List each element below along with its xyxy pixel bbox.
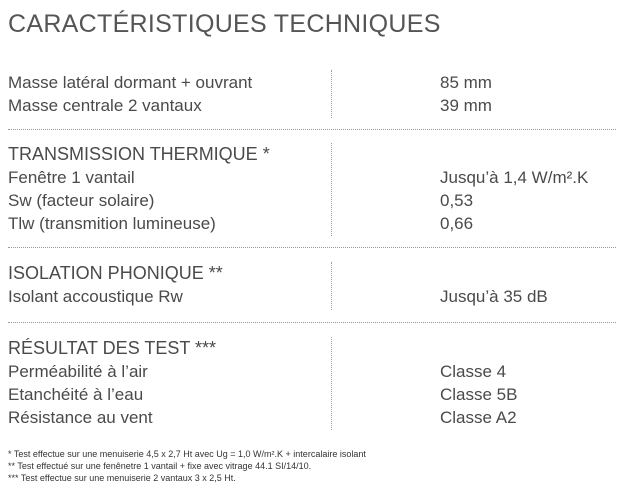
spec-label: Etanchéité à l’eau: [8, 385, 144, 404]
section-heading: [8, 337, 616, 360]
spec-row: [8, 406, 616, 429]
section-divider: [8, 322, 616, 323]
spec-label: Tlw (transmition lumineuse): [8, 214, 216, 233]
spec-value: 85 mm: [440, 73, 492, 92]
spec-label: Masse latéral dormant + ouvrant: [8, 73, 253, 92]
section-heading-text: RÉSULTAT DES TEST ***: [8, 338, 217, 358]
spec-label: Isolant accoustique Rw: [8, 287, 183, 306]
section-heading-text: ISOLATION PHONIQUE **: [8, 263, 223, 283]
spec-row: [8, 285, 616, 308]
footnote: * Test effectue sur une menuiserie 4,5 x 2,7 Ht avec Ug = 1,0 W/m².K + intercalaire isolant: [8, 449, 366, 459]
section-acoustic: [8, 262, 616, 308]
section-heading-text: TRANSMISSION THERMIQUE *: [8, 144, 270, 164]
spec-row: [8, 71, 616, 94]
spec-row: [8, 189, 616, 212]
spec-value: Jusqu’à 35 dB: [440, 287, 548, 306]
section-heading: [8, 143, 616, 166]
section-masses: [8, 71, 616, 117]
spec-value: 0,66: [440, 214, 474, 233]
section-heading: [8, 262, 616, 285]
spec-label: Perméabilité à l’air: [8, 362, 148, 381]
spec-label: Fenêtre 1 vantail: [8, 168, 135, 187]
spec-label: Masse centrale 2 vantaux: [8, 96, 202, 115]
spec-row: [8, 166, 616, 189]
section-divider: [8, 247, 616, 248]
spec-row: [8, 383, 616, 406]
spec-row: [8, 360, 616, 383]
spec-value: Jusqu’à 1,4 W/m².K: [440, 168, 589, 187]
footnote: *** Test effectue sur une menuiserie 2 vantaux 3 x 2,5 Ht.: [8, 473, 236, 483]
section-thermal: [8, 143, 616, 235]
spec-value: Classe A2: [440, 408, 517, 427]
spec-label: Résistance au vent: [8, 408, 153, 427]
section-test-results: [8, 337, 616, 429]
footnote: ** Test effectué sur une fenênetre 1 vantail + fixe avec vitrage 44.1 SI/14/10.: [8, 461, 312, 471]
spec-label: Sw (facteur solaire): [8, 191, 155, 210]
spec-row: [8, 94, 616, 117]
spec-row: [8, 212, 616, 235]
section-divider: [8, 129, 616, 130]
spec-value: 39 mm: [440, 96, 492, 115]
spec-value: Classe 5B: [440, 385, 518, 404]
spec-value: Classe 4: [440, 362, 507, 381]
footnotes: [8, 448, 366, 484]
spec-value: 0,53: [440, 191, 474, 210]
page-title: CARACTÉRISTIQUES TECHNIQUES: [8, 10, 441, 38]
